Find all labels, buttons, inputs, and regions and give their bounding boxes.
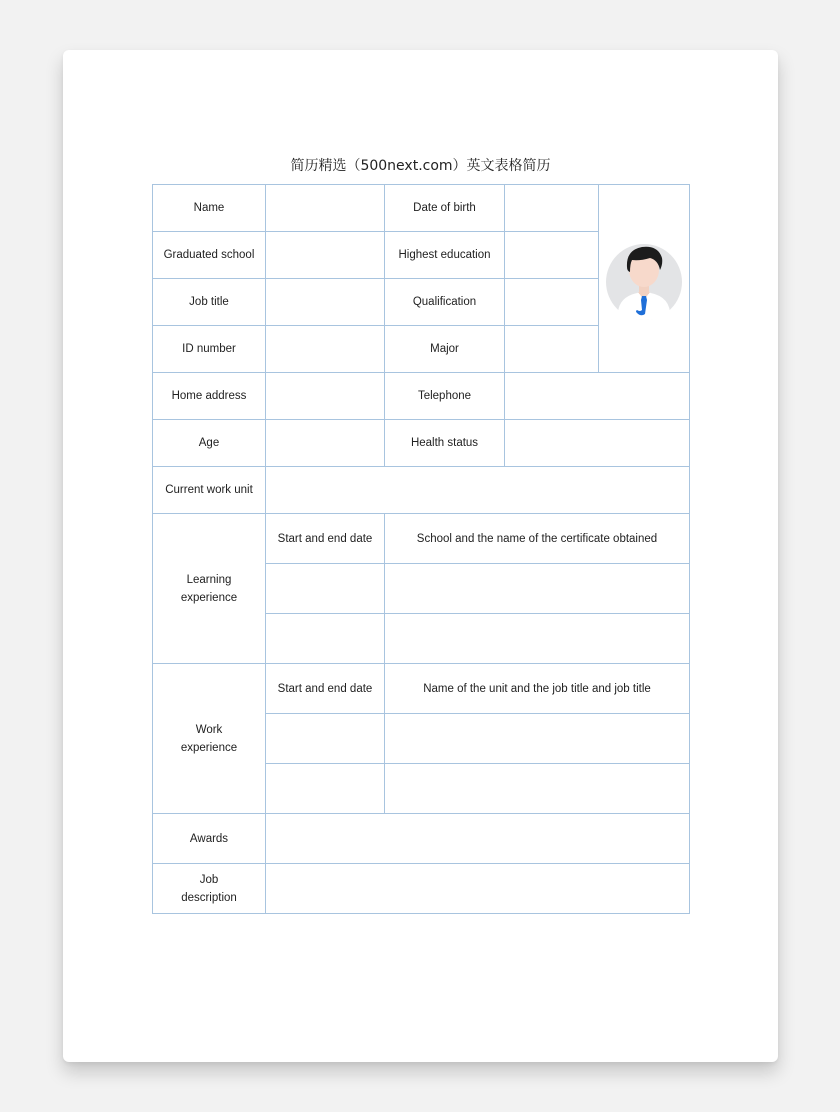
- document-title: 简历精选（500next.com）英文表格简历: [290, 158, 551, 174]
- qualification-value[interactable]: [505, 279, 599, 326]
- qualification-label: Qualification: [385, 279, 505, 326]
- age-value[interactable]: [266, 420, 385, 467]
- learning-date-2[interactable]: [266, 614, 385, 664]
- table-row: [153, 373, 690, 420]
- work-date-1[interactable]: [266, 714, 385, 764]
- learning-detail-1[interactable]: [385, 564, 690, 614]
- table-row: [153, 420, 690, 467]
- resume-table: [152, 184, 690, 914]
- dob-value[interactable]: [505, 185, 599, 232]
- job-description-label: Job description: [153, 864, 266, 914]
- health-label: Health status: [385, 420, 505, 467]
- work-unit-label: Current work unit: [153, 467, 266, 514]
- age-label: Age: [153, 420, 266, 467]
- work-date-2[interactable]: [266, 764, 385, 814]
- telephone-label: Telephone: [385, 373, 505, 420]
- name-value[interactable]: [266, 185, 385, 232]
- id-number-label: ID number: [153, 326, 266, 373]
- major-label: Major: [385, 326, 505, 373]
- learning-date-header: Start and end date: [266, 514, 385, 564]
- learning-detail-2[interactable]: [385, 614, 690, 664]
- learning-detail-header: School and the name of the certificate obtained: [385, 514, 690, 564]
- table-row: [153, 664, 690, 714]
- address-value[interactable]: [266, 373, 385, 420]
- work-unit-value[interactable]: [266, 467, 690, 514]
- school-value[interactable]: [266, 232, 385, 279]
- job-description-value[interactable]: [266, 864, 690, 914]
- job-title-label: Job title: [153, 279, 266, 326]
- awards-value[interactable]: [266, 814, 690, 864]
- table-row: [153, 185, 690, 232]
- dob-label: Date of birth: [385, 185, 505, 232]
- school-label: Graduated school: [153, 232, 266, 279]
- work-detail-1[interactable]: [385, 714, 690, 764]
- work-detail-2[interactable]: [385, 764, 690, 814]
- job-title-value[interactable]: [266, 279, 385, 326]
- telephone-value[interactable]: [505, 373, 690, 420]
- health-value[interactable]: [505, 420, 690, 467]
- table-row: [153, 864, 690, 914]
- major-value[interactable]: [505, 326, 599, 373]
- awards-label: Awards: [153, 814, 266, 864]
- work-date-header: Start and end date: [266, 664, 385, 714]
- id-number-value[interactable]: [266, 326, 385, 373]
- table-row: [153, 814, 690, 864]
- table-row: [153, 467, 690, 514]
- photo-cell[interactable]: [599, 185, 690, 373]
- education-value[interactable]: [505, 232, 599, 279]
- table-row: [153, 514, 690, 564]
- name-label: Name: [153, 185, 266, 232]
- work-detail-header: Name of the unit and the job title and job title: [385, 664, 690, 714]
- work-section-label: Work experience: [153, 664, 266, 814]
- resume-sheet: [63, 50, 778, 1062]
- address-label: Home address: [153, 373, 266, 420]
- learning-date-1[interactable]: [266, 564, 385, 614]
- education-label: Highest education: [385, 232, 505, 279]
- avatar: [604, 234, 684, 324]
- learning-section-label: Learning experience: [153, 514, 266, 664]
